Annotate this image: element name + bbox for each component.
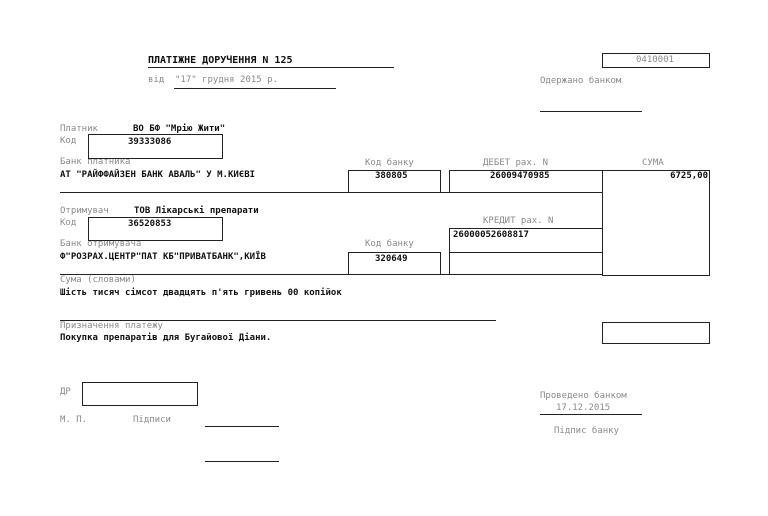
- processed-date-underline: [540, 414, 642, 415]
- processed-by-bank-label: Проведено банком: [540, 391, 627, 401]
- sum-label: СУМА: [642, 158, 664, 168]
- title-underline: [148, 67, 394, 68]
- payer-code-label: Код: [60, 136, 77, 146]
- purpose-text: Покупка препаратів для Бугайової Діани.: [60, 333, 272, 343]
- bank-signature-label: Підпис банку: [554, 426, 620, 436]
- date-underline: [174, 88, 336, 89]
- payer-bank-label: Банк платника: [60, 157, 131, 167]
- recipient-label: Отримувач: [60, 206, 109, 216]
- dr-label: ДР: [60, 387, 71, 397]
- recipient-account-empty-box: [449, 252, 603, 275]
- recipient-bank-code-label: Код банку: [365, 239, 414, 249]
- payer-code: 39333086: [128, 137, 172, 147]
- payer-label: Платник: [60, 124, 98, 134]
- amount-words-label: Сума (словами): [60, 275, 136, 285]
- dr-box: [82, 382, 198, 406]
- debit-account-label: ДЕБЕТ рах. N: [483, 158, 549, 168]
- recipient-code: 36520853: [128, 219, 172, 229]
- debit-account-number: 26009470985: [490, 171, 550, 181]
- recipient-bank-name: Ф"РОЗРАХ.ЦЕНТР"ПАТ КБ"ПРИВАТБАНК",КИЇВ: [60, 252, 266, 262]
- recipient-name: ТОВ Лікарські препарати: [134, 206, 259, 216]
- received-signature-line: [540, 111, 642, 112]
- recipient-bank-label: Банк отримувача: [60, 239, 142, 249]
- signature-line-2: [205, 461, 279, 462]
- payer-name: ВО БФ "Мрію Жити": [133, 124, 226, 134]
- sum-value: 6725,00: [670, 171, 708, 181]
- form-code: 0410001: [636, 55, 674, 65]
- sum-box: [602, 170, 710, 276]
- credit-account-number: 26000052608817: [453, 230, 529, 240]
- stamp-label: М. П.: [60, 415, 88, 425]
- processed-date: 17.12.2015: [556, 403, 611, 413]
- payer-bank-code-label: Код банку: [365, 158, 414, 168]
- payer-bank-name: АТ "РАЙФФАЙЗЕН БАНК АВАЛЬ" У М.КИЄВІ: [60, 170, 256, 180]
- recipient-code-label: Код: [60, 218, 77, 228]
- recipient-section-line: [60, 274, 602, 275]
- payer-bank-code: 380805: [375, 171, 408, 181]
- recipient-bank-code: 320649: [375, 254, 408, 264]
- received-by-bank-label: Одержано банком: [540, 76, 622, 86]
- document-title: ПЛАТІЖНЕ ДОРУЧЕННЯ N 125: [148, 55, 293, 66]
- date-prefix: від: [148, 75, 165, 85]
- amount-words-text: Шість тисяч сімсот двадцять п'ять гривень 00 копійок: [60, 288, 342, 298]
- document-date: "17" грудня 2015 р.: [175, 75, 278, 85]
- signature-line-1: [205, 426, 279, 427]
- purpose-code-box: [602, 322, 710, 344]
- purpose-label: Призначення платежу: [60, 321, 163, 331]
- credit-account-label: КРЕДИТ рах. N: [483, 216, 554, 226]
- signatures-label: Підписи: [133, 415, 171, 425]
